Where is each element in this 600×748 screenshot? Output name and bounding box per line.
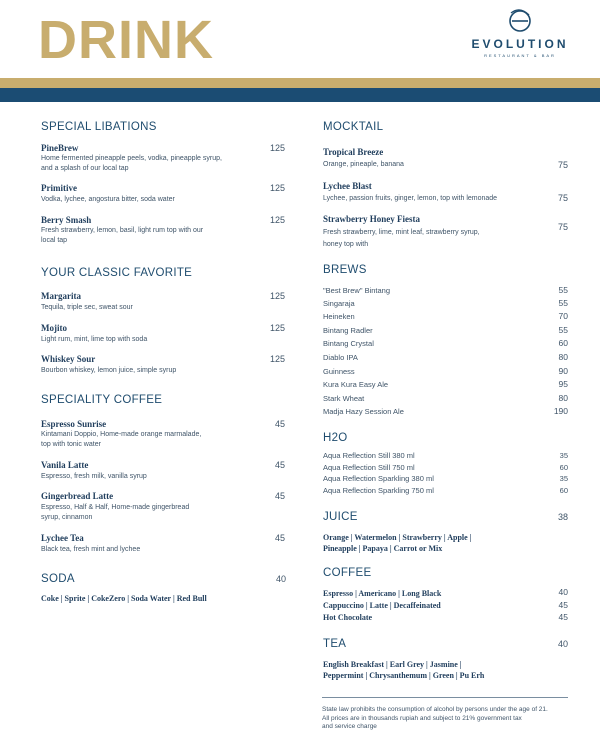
item-desc: Bourbon whiskey, lemon juice, simple syrup — [41, 367, 177, 374]
water-name: Aqua Reflection Sparkling 750 ml — [323, 486, 434, 495]
item-desc: Tequila, triple sec, sweat sour — [41, 304, 133, 311]
item-name: Mojito — [41, 323, 67, 333]
item-price: 125 — [269, 354, 285, 364]
item-name: Gingerbread Latte — [41, 491, 114, 501]
item-name: Espresso Sunrise — [41, 419, 107, 429]
brew-price: 55 — [558, 285, 568, 295]
section-heading-classic: YOUR CLASSIC FAVORITE — [41, 267, 193, 279]
section-heading-coffee: COFFEE — [323, 567, 372, 579]
brew-price: 55 — [558, 298, 568, 308]
brew-name: Kura Kura Easy Ale — [323, 380, 389, 389]
water-price: 35 — [559, 451, 568, 460]
item-name: Primitive — [41, 183, 77, 193]
item-name: Margarita — [41, 291, 81, 301]
brew-price: 80 — [558, 393, 568, 403]
item-price: 125 — [269, 323, 285, 333]
brew-price: 60 — [558, 338, 568, 348]
item-price: 125 — [269, 143, 285, 153]
item-name: Lychee Tea — [41, 533, 84, 543]
brew-name: Singaraja — [323, 299, 355, 308]
footer-divider — [322, 697, 568, 698]
water-price: 35 — [559, 474, 568, 483]
item-price: 45 — [274, 419, 285, 429]
water-name: Aqua Reflection Still 380 ml — [323, 451, 415, 460]
section-heading-soda: SODA — [41, 573, 75, 585]
item-price: 125 — [269, 215, 285, 225]
item-name: Vanila Latte — [41, 460, 89, 470]
restaurant-logo — [460, 8, 580, 70]
brew-name: Bintang Radler — [323, 326, 373, 335]
section-heading-h2o: H2O — [323, 432, 348, 444]
section-price: 38 — [557, 512, 568, 522]
item-desc: Kintamani Doppio, Home-made orange marmalade, top with tonic water — [41, 431, 202, 448]
item-desc: Fresh strawberry, lime, mint leaf, strawberry syrup, honey top with — [323, 229, 480, 248]
item-name: PineBrew — [41, 143, 79, 153]
item-name: Lychee Blast — [323, 181, 372, 191]
disclaimer-text: State law prohibits the consumption of alcohol by persons under the age of 21. All prices are in thousands rupiah and subject to 21% government tax and service charge — [322, 706, 548, 730]
brew-price: 90 — [558, 366, 568, 376]
item-name: Tropical Breeze — [323, 147, 384, 157]
brew-name: "Best Brew" Bintang — [323, 286, 391, 295]
item-desc: Home fermented pineapple peels, vodka, pineapple syrup, and a splash of our local tap — [41, 155, 222, 172]
water-name: Aqua Reflection Sparkling 380 ml — [323, 474, 434, 483]
coffee-price: 45 — [558, 612, 568, 622]
item-price: 45 — [274, 491, 285, 501]
brew-name: Stark Wheat — [323, 394, 365, 403]
section-heading-speciality-coffee: SPECIALITY COFFEE — [41, 394, 163, 406]
coffee-price: 40 — [558, 587, 568, 597]
section-heading-brews: BREWS — [323, 264, 367, 276]
item-price: 75 — [557, 222, 568, 232]
item-desc: Vodka, lychee, angostura bitter, soda water — [41, 196, 175, 203]
item-desc: Black tea, fresh mint and lychee — [41, 546, 141, 553]
brew-name: Guinness — [323, 367, 355, 376]
coffee-price: 45 — [558, 600, 568, 610]
coffee-item: Espresso | Americano | Long Black — [323, 589, 442, 598]
section-heading-tea: TEA — [323, 638, 347, 650]
section-price: 40 — [275, 574, 286, 584]
item-name: Berry Smash — [41, 215, 92, 225]
item-desc: Fresh strawberry, lemon, basil, light rum top with our local tap — [41, 227, 204, 244]
item-price: 75 — [557, 160, 568, 170]
brew-name: Diablo IPA — [323, 353, 358, 362]
logo-name: EVOLUTION — [471, 37, 569, 51]
section-heading-juice: JUICE — [323, 511, 358, 523]
brew-price: 95 — [558, 379, 568, 389]
brew-name: Heineken — [323, 312, 355, 321]
brew-price: 55 — [558, 325, 568, 335]
item-desc: Espresso, fresh milk, vanilla syrup — [41, 473, 147, 480]
tea-list: English Breakfast | Earl Grey | Jasmine | Peppermint | Chrysanthemum | Green | Pu Erh — [323, 660, 485, 680]
item-price: 125 — [269, 291, 285, 301]
logo-subtitle: RESTAURANT & BAR — [484, 53, 556, 58]
brew-name: Bintang Crystal — [323, 339, 374, 348]
section-heading-special-libations: SPECIAL LIBATIONS — [41, 121, 157, 133]
header-band-gold — [0, 78, 600, 88]
header-band-blue — [0, 88, 600, 102]
water-price: 60 — [559, 486, 568, 495]
juice-list: Orange | Watermelon | Strawberry | Apple | Pineapple | Papaya | Carrot or Mix — [323, 533, 472, 553]
water-name: Aqua Reflection Still 750 ml — [323, 463, 415, 472]
item-price: 45 — [274, 460, 285, 470]
soda-list: Coke | Sprite | CokeZero | Soda Water | Red Bull — [41, 594, 207, 603]
item-price: 45 — [274, 533, 285, 543]
item-price: 125 — [269, 183, 285, 193]
brew-price: 80 — [558, 352, 568, 362]
page-title: DRINK — [38, 10, 214, 70]
item-price: 75 — [557, 193, 568, 203]
item-desc: Lychee, passion fruits, ginger, lemon, top with lemonade — [323, 195, 498, 202]
coffee-item: Cappuccino | Latte | Decaffeinated — [323, 601, 441, 610]
item-name: Strawberry Honey Fiesta — [323, 214, 420, 224]
logo-mark-icon — [507, 8, 533, 34]
item-name: Whiskey Sour — [41, 354, 96, 364]
section-price: 40 — [557, 639, 568, 649]
section-heading-mocktail: MOCKTAIL — [323, 121, 384, 133]
water-price: 60 — [559, 463, 568, 472]
item-desc: Light rum, mint, lime top with soda — [41, 336, 148, 343]
item-desc: Orange, pineaple, banana — [323, 161, 404, 168]
brew-name: Madja Hazy Session Ale — [323, 407, 404, 416]
brew-price: 190 — [553, 406, 568, 416]
coffee-item: Hot Chocolate — [323, 613, 373, 622]
brew-price: 70 — [558, 311, 568, 321]
item-desc: Espresso, Half & Half, Home-made gingerbread syrup, cinnamon — [41, 504, 190, 521]
